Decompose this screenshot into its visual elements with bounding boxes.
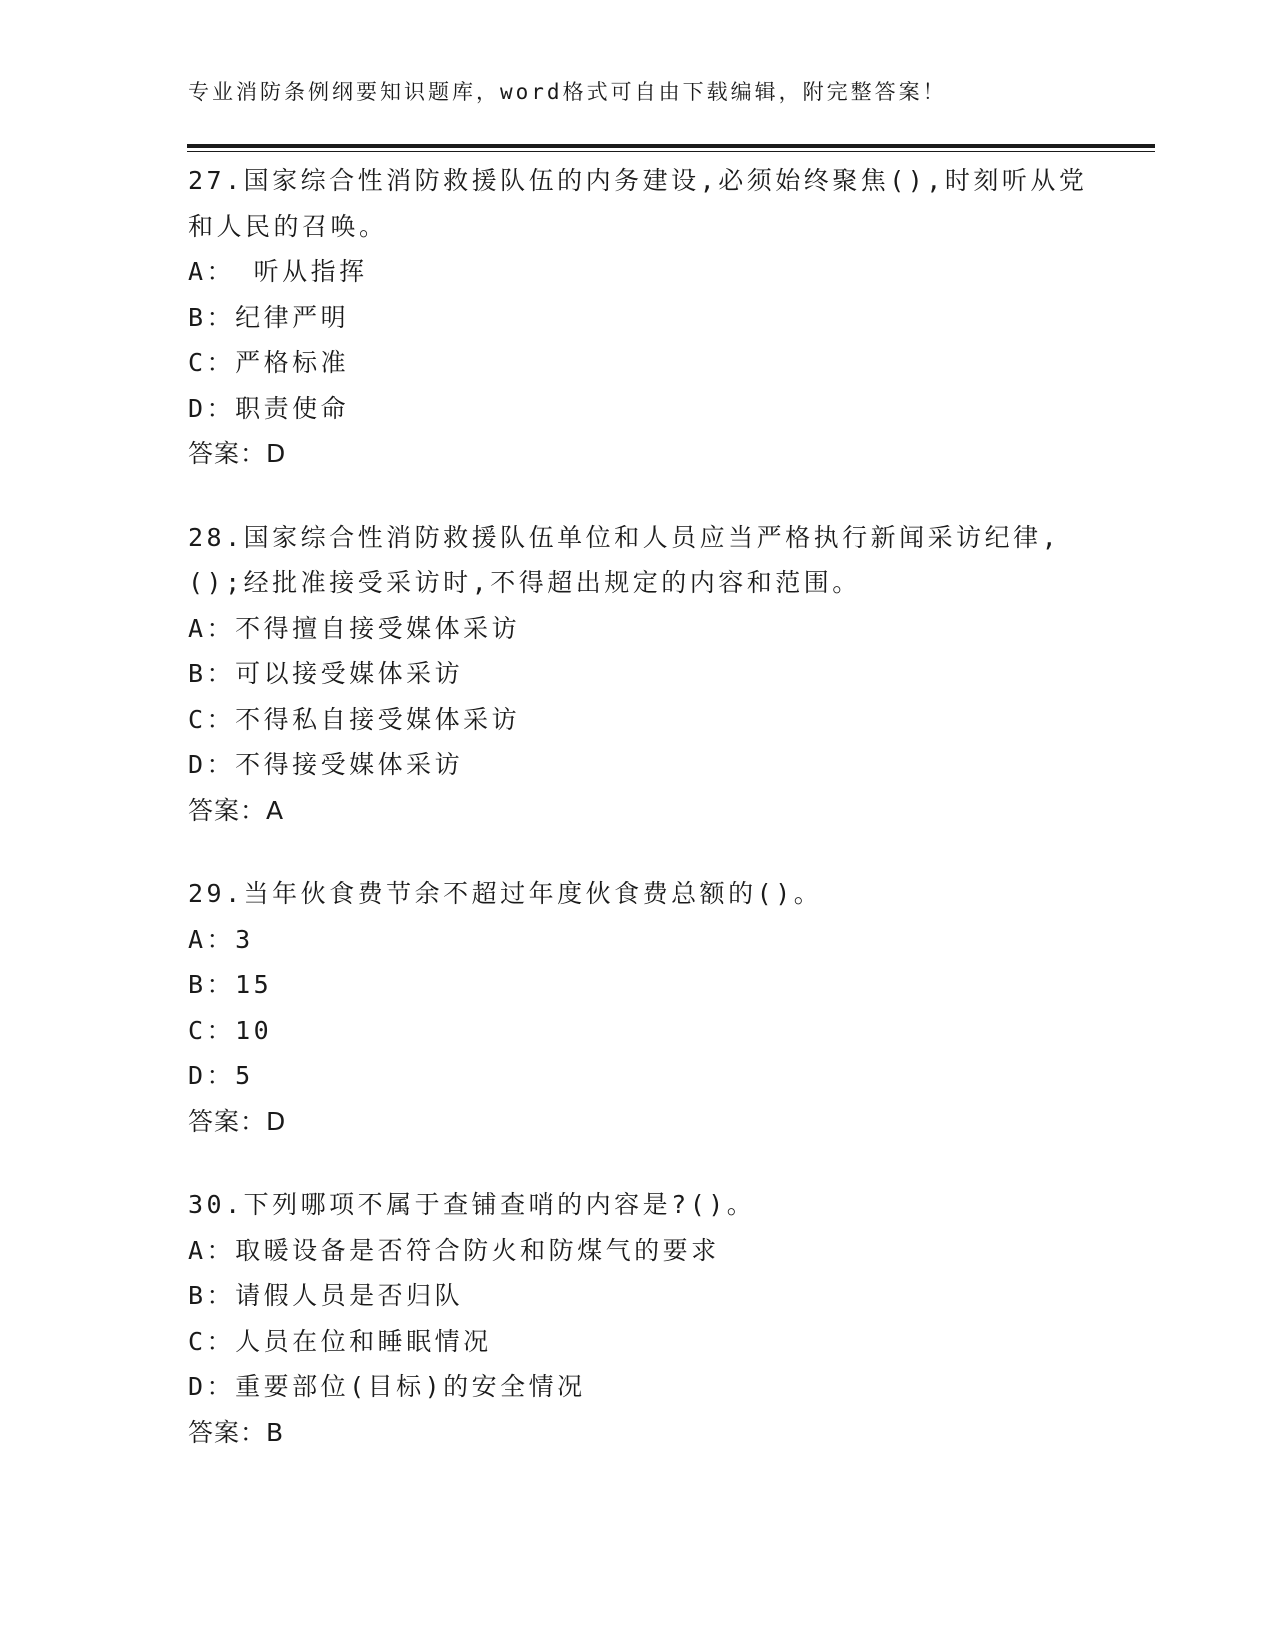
option-text: 不得接受媒体采访	[235, 750, 464, 779]
option-label: C：	[188, 348, 236, 377]
option-label: C：	[188, 1326, 236, 1356]
option-c	[188, 1319, 1088, 1365]
header-rule-thin	[187, 151, 1155, 152]
option-label: B：	[188, 659, 236, 688]
answer-line: 答案：D	[188, 1106, 287, 1136]
option-label: D：	[188, 1061, 236, 1090]
option-text: 15	[235, 970, 273, 999]
option-text: 取暖设备是否符合防火和防煤气的要求	[235, 1235, 720, 1265]
option-a	[188, 917, 1088, 963]
option-label: C：	[188, 704, 236, 734]
option-text: 听从指挥	[235, 257, 368, 286]
option-a	[188, 249, 1088, 295]
option-text: 重要部位(目标)的安全情况	[235, 1372, 586, 1401]
question-28	[188, 515, 1088, 834]
question-stem: 29.当年伙食费节余不超过年度伙食费总额的()。	[188, 879, 823, 908]
option-label: A：	[188, 613, 236, 643]
option-label: A：	[188, 1235, 236, 1265]
option-text: 请假人员是否归队	[235, 1281, 464, 1310]
option-label: D：	[188, 750, 236, 779]
option-d	[188, 742, 1088, 788]
option-a	[188, 1228, 1088, 1274]
option-text: 纪律严明	[235, 302, 350, 332]
option-text: 不得私自接受媒体采访	[235, 704, 521, 734]
question-list	[188, 158, 1088, 1493]
option-d	[188, 386, 1088, 432]
option-d	[188, 1364, 1088, 1410]
option-b	[188, 962, 1088, 1008]
option-label: D：	[188, 1372, 236, 1401]
option-c	[188, 1008, 1088, 1054]
question-stem: 27.国家综合性消防救援队伍的内务建设,必须始终聚焦(),时刻听从党和人民的召唤。	[188, 166, 1088, 241]
option-text: 5	[235, 1061, 254, 1090]
option-b	[188, 295, 1088, 341]
question-30	[188, 1182, 1088, 1455]
question-27	[188, 158, 1088, 477]
option-text: 职责使命	[235, 393, 350, 423]
question-29	[188, 871, 1088, 1144]
option-c	[188, 340, 1088, 386]
option-label: A：	[188, 257, 236, 286]
option-label: C：	[188, 1015, 236, 1045]
option-a	[188, 606, 1088, 652]
option-b	[188, 651, 1088, 697]
option-text: 3	[235, 924, 254, 954]
question-stem: 30.下列哪项不属于查铺查哨的内容是?()。	[188, 1190, 756, 1219]
option-b	[188, 1273, 1088, 1319]
option-label: D：	[188, 393, 236, 423]
option-label: B：	[188, 302, 236, 332]
option-text: 可以接受媒体采访	[235, 659, 464, 688]
question-stem: 28.国家综合性消防救援队伍单位和人员应当严格执行新闻采访纪律,();经批准接受采访时,不得超出规定的内容和范围。	[188, 522, 1061, 597]
answer-line: 答案：D	[188, 439, 287, 468]
page-header: 专业消防条例纲要知识题库，word格式可自由下载编辑，附完整答案！	[188, 80, 947, 104]
option-label: B：	[188, 1281, 236, 1310]
option-label: B：	[188, 970, 236, 999]
header-rule-thick	[187, 144, 1155, 148]
option-text: 人员在位和睡眠情况	[235, 1326, 492, 1356]
option-text: 10	[235, 1015, 273, 1045]
answer-line: 答案：B	[188, 1417, 285, 1447]
option-c	[188, 697, 1088, 743]
option-label: A：	[188, 924, 236, 954]
option-text: 严格标准	[235, 348, 350, 377]
answer-line: 答案：A	[188, 795, 285, 825]
option-text: 不得擅自接受媒体采访	[235, 613, 521, 643]
option-d	[188, 1053, 1088, 1099]
